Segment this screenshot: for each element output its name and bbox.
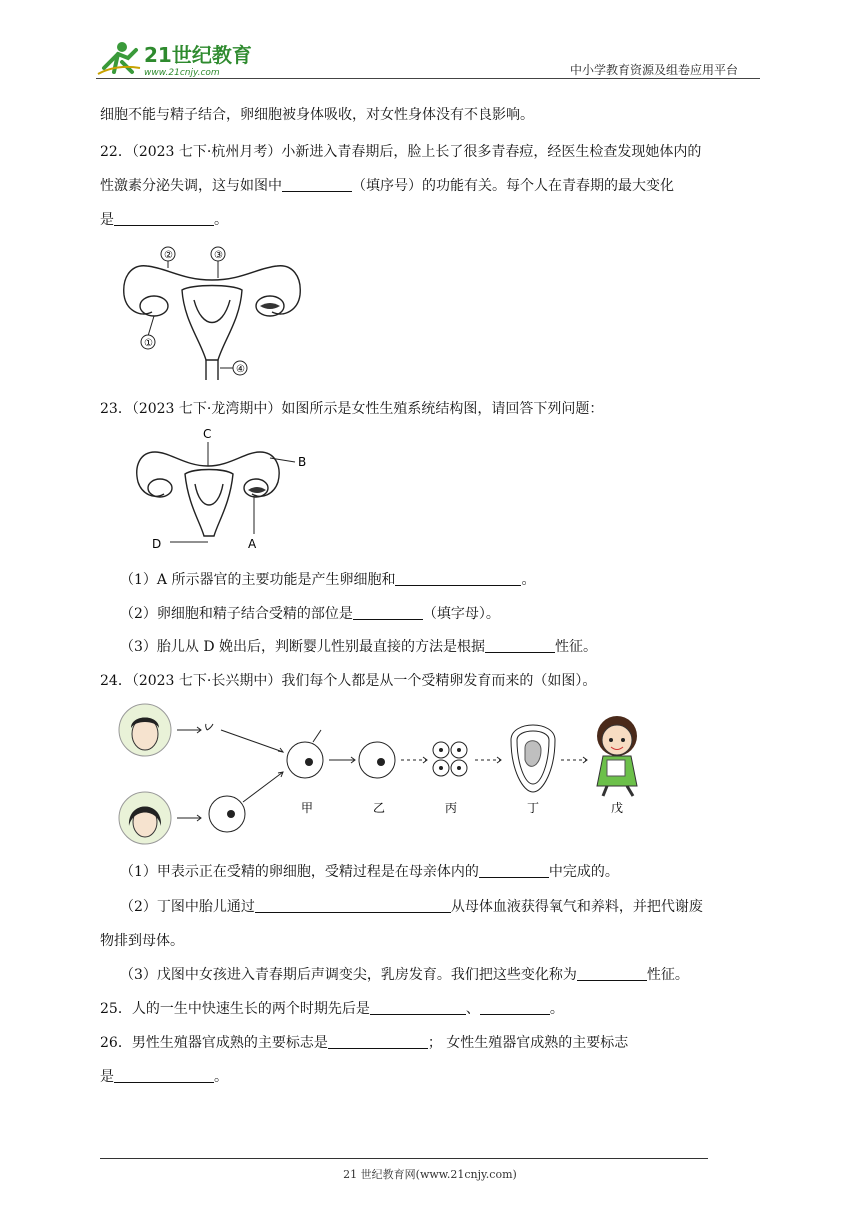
figure-label: 乙 <box>373 801 386 815</box>
question-24-line-1: 24．（2023 七下·长兴期中）我们每个人都是从一个受精卵发育而来的（如图）。 <box>100 673 597 689</box>
question-23-3: （3）胎儿从 D 娩出后，判断婴儿性别最直接的方法是根据 性征。 <box>120 639 598 655</box>
logo-url: www.21cnjy.com <box>144 68 220 78</box>
question-22-line-1: 22．（2023 七下·杭州月考）小新进入青春期后，脸上长了很多青春痘，经医生检查发现她体内的 <box>100 144 702 160</box>
girl-illustration <box>597 716 637 796</box>
figure-label: A <box>248 537 257 551</box>
answer-blank[interactable] <box>577 966 647 981</box>
answer-blank[interactable] <box>114 211 214 226</box>
question-26-line-2: 是 。 <box>100 1069 228 1085</box>
question-23-2: （2）卵细胞和精子结合受精的部位是 （填字母）。 <box>120 606 500 622</box>
figure-label: C <box>203 427 212 441</box>
question-24-3: （3）戊图中女孩进入青春期后声调变尖，乳房发育。我们把这些变化称为 性征。 <box>120 967 689 983</box>
mother-portrait <box>119 792 171 844</box>
answer-blank[interactable] <box>370 1000 466 1015</box>
figure-label: ① <box>144 338 153 349</box>
footer-divider <box>100 1158 708 1159</box>
question-24-2-continued: 物排到母体。 <box>100 933 184 949</box>
answer-blank[interactable] <box>485 638 555 653</box>
figure-label: B <box>298 455 307 469</box>
figure-label: 甲 <box>301 801 314 815</box>
reproductive-system-figure-2 <box>130 424 320 554</box>
father-portrait <box>119 704 171 756</box>
answer-blank[interactable] <box>479 863 549 878</box>
answer-blank[interactable] <box>480 1000 550 1015</box>
question-22-line-3: 是 。 <box>100 212 228 228</box>
site-logo <box>96 38 266 80</box>
question-26-line-1: 26．男性生殖器官成熟的主要标志是 ； 女性生殖器官成熟的主要标志 <box>100 1035 629 1051</box>
answer-blank[interactable] <box>114 1068 214 1083</box>
question-22-line-2: 性激素分泌失调，这与如图中 （填序号）的功能有关。每个人在青春期的最大变化 <box>100 178 674 194</box>
answer-blank[interactable] <box>255 898 451 913</box>
question-24-2: （2）丁图中胎儿通过 从母体血液获得氧气和养料，并把代谢废 <box>120 899 703 915</box>
logo-text: 21世纪教育 <box>144 43 252 67</box>
question-23-1: （1）A 所示器官的主要功能是产生卵细胞和 。 <box>120 572 536 588</box>
figure-label: ② <box>164 250 173 261</box>
question-25: 25．人的一生中快速生长的两个时期先后是 、 。 <box>100 1001 564 1017</box>
answer-blank[interactable] <box>282 177 352 192</box>
answer-blank[interactable] <box>328 1034 428 1049</box>
paragraph-continuation: 细胞不能与精子结合，卵细胞被身体吸收，对女性身体没有不良影响。 <box>100 107 534 123</box>
answer-blank[interactable] <box>353 605 423 620</box>
header-platform-name: 中小学教育资源及组卷应用平台 <box>570 63 739 77</box>
figure-label: 丁 <box>527 801 540 815</box>
question-23-line-1: 23．（2023 七下·龙湾期中）如图所示是女性生殖系统结构图，请回答下列问题： <box>100 401 604 417</box>
runner-icon <box>98 42 140 74</box>
figure-label: 丙 <box>445 801 458 815</box>
footer-text: 21 世纪教育网(www.21cnjy.com) <box>343 1168 517 1181</box>
figure-label: ③ <box>214 250 223 261</box>
figure-label: ④ <box>236 364 245 375</box>
figure-label: D <box>152 537 162 551</box>
question-24-1: （1）甲表示正在受精的卵细胞，受精过程是在母亲体内的 中完成的。 <box>120 864 619 880</box>
answer-blank[interactable] <box>395 571 521 586</box>
header-divider <box>96 78 760 79</box>
development-sequence-figure <box>115 700 655 850</box>
reproductive-system-figure-1 <box>112 240 312 385</box>
figure-label: 戊 <box>611 801 624 815</box>
